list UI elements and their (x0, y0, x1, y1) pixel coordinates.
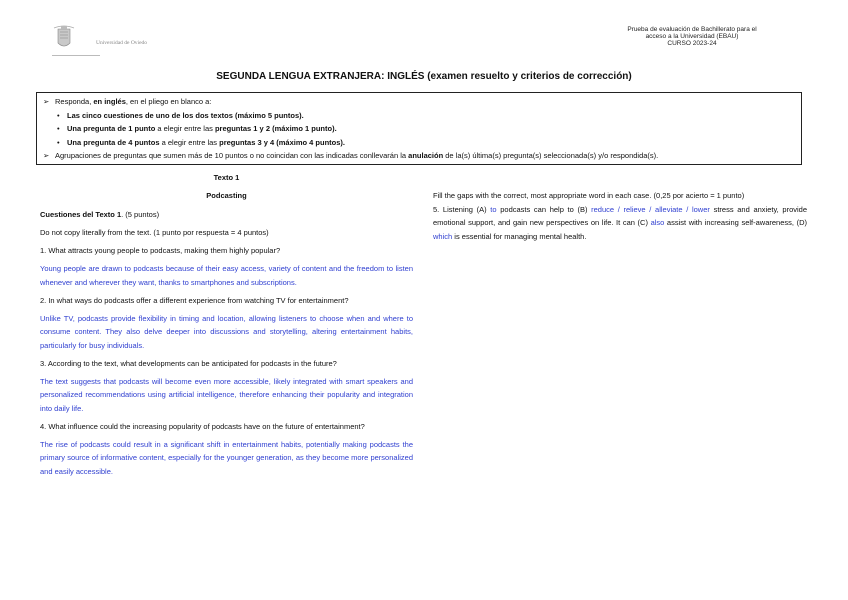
instruction-line-2: • Las cinco cuestiones de uno de los dos textos (máximo 5 puntos). (57, 111, 304, 120)
gap-answer-c: also (650, 218, 665, 227)
instruction-line-4: • Una pregunta de 4 puntos a elegir entre las preguntas 3 y 4 (máximo 4 puntos). (57, 138, 345, 147)
question-3: 3. According to the text, what developments can be anticipated for podcasts in the future? (40, 358, 337, 368)
gap-answer-a: to (490, 204, 497, 214)
gap-fill-column (433, 189, 807, 243)
gap-answer-b: reduce / relieve / alleviate / lower (591, 204, 710, 214)
instruction-line-3: • Una pregunta de 1 punto a elegir entre las preguntas 1 y 2 (máximo 1 punto). (57, 124, 337, 133)
gap-answer-d: which (433, 231, 453, 241)
questions-column (40, 208, 413, 483)
university-logo (52, 25, 152, 55)
dot-bullet-icon: • (57, 111, 60, 120)
questions-note: Do not copy literally from the text. (1 punto por respuesta = 4 puntos) (40, 228, 269, 237)
questions-heading: Cuestiones del Texto 1. (5 puntos) (40, 210, 160, 219)
arrow-bullet-icon: ➢ (43, 151, 50, 160)
instruction-line-5: ➢ Agrupaciones de preguntas que sumen más de 10 puntos o no coincidan con las indicadas conllevarán la anulación de la(s) última(s) pregunta(s) seleccionada(s) y/o respondida(s). (43, 151, 659, 160)
header-line-3: CURSO 2023-24 (667, 40, 717, 47)
text-title: Podcasting (206, 191, 247, 200)
answer-2: Unlike TV, podcasts provide flexibility in timing and location, allowing listeners to choose when and where to consume content. They also delve deeper into discussions and storytelling, altering entertainment habits, particularly for busy individuals. (40, 313, 413, 350)
exam-header (612, 26, 772, 47)
logo-text: Universidad de Oviedo (96, 40, 148, 46)
instructions-box (36, 92, 802, 165)
dot-bullet-icon: • (57, 138, 60, 147)
answer-4: The rise of podcasts could result in a significant shift in entertainment habits, potentially making podcasts the primary source of informative content, especially for the younger generation, as they become more personalized and easily accessible. (40, 439, 413, 476)
gap-fill-exercise: 5. Listening (A) to podcasts can help to (B) reduce / relieve / alleviate / lower stress and anxiety, provide emotional support, and gain new perspectives on life. It can (C) also assist with increasing self-awareness, (D) which is essential for managing mental health. (433, 204, 808, 241)
university-shield-icon (52, 25, 92, 53)
instruction-line-1: ➢ Responda, en inglés, en el pliego en blanco a: (43, 97, 212, 106)
gap-fill-instruction: Fill the gaps with the correct, most appropriate word in each case. (0,25 por acierto = 1 punto) (433, 191, 745, 200)
text-label: Texto 1 (213, 173, 240, 182)
arrow-bullet-icon: ➢ (43, 97, 50, 106)
question-2: 2. In what ways do podcasts offer a different experience from watching TV for entertainment? (40, 295, 349, 305)
answer-1: Young people are drawn to podcasts because of their easy access, variety of content and the freedom to listen whenever and wherever they want, thanks to smartphones and subscriptions. (40, 264, 413, 287)
question-1: 1. What attracts young people to podcasts, making them highly popular? (40, 246, 281, 255)
answer-3: The text suggests that podcasts will become even more accessible, likely integrated with smart speakers and personalized recommendations using artificial intelligence, therefore enhancing their popularity and integration into daily life. (40, 376, 413, 413)
question-4: 4. What influence could the increasing popularity of podcasts have on the future of entertainment? (40, 421, 365, 431)
exam-title: SEGUNDA LENGUA EXTRANJERA: INGLÉS (examen resuelto y criterios de corrección) (216, 71, 632, 82)
header-line-1: Prueba de evaluación de Bachillerato para el (627, 26, 757, 33)
header-line-2: acceso a la Universidad (EBAU) (645, 33, 739, 40)
logo-divider (52, 55, 100, 56)
dot-bullet-icon: • (57, 124, 60, 133)
